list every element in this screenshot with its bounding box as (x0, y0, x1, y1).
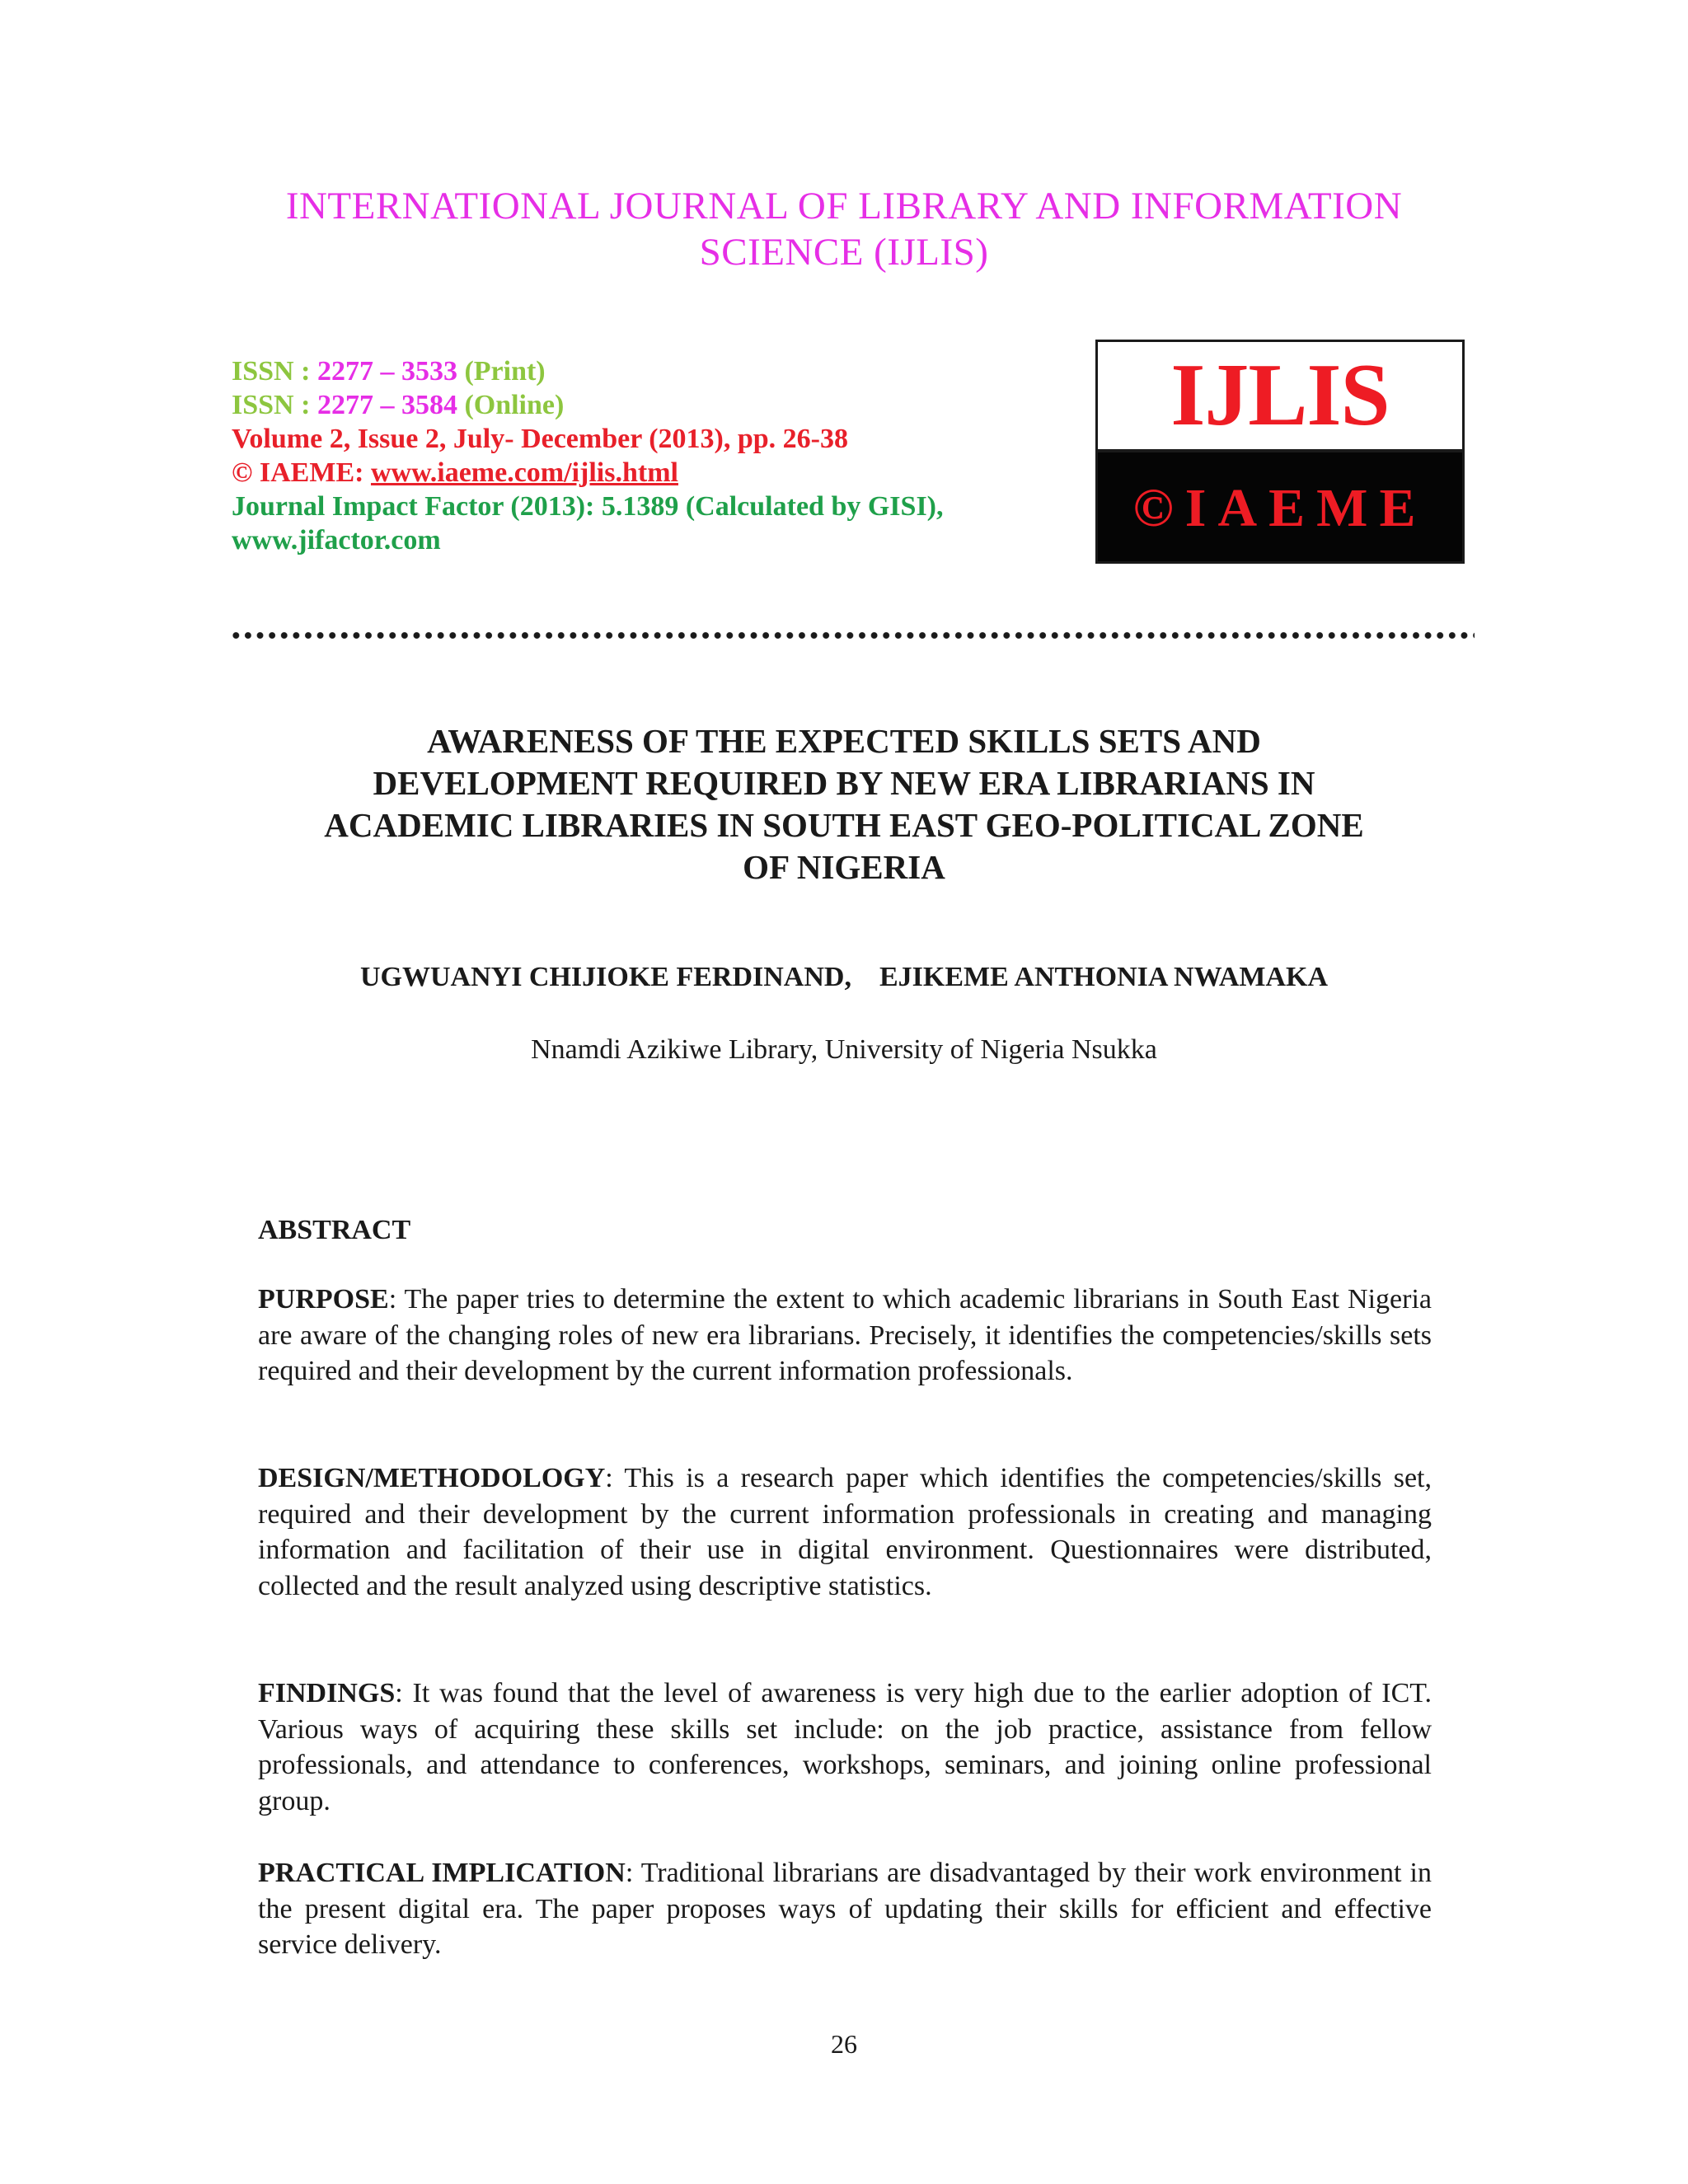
design-text: : This is a research paper which identifies the competencies/skills set, required and their development by the current information professionals in creating and managing information and facilitation of their use in digital environment. Questionnaires were distributed, collected and the result analyzed using descriptive statistics. (258, 1463, 1432, 1601)
logo-title: IJLIS (1098, 342, 1462, 449)
implication-text: : Traditional librarians are disadvantaged by their work environment in the present digital era. The paper proposes ways of updating their skills for efficient and effective service delivery. (258, 1858, 1432, 1960)
findings-paragraph (258, 1675, 1432, 1819)
jifactor-link[interactable]: www.jifactor.com (232, 525, 441, 555)
issn-online-label: ISSN : (232, 390, 317, 420)
purpose-paragraph (258, 1282, 1432, 1390)
issn-print-label: ISSN : (232, 356, 317, 387)
impact-factor: Journal Impact Factor (2013): 5.1389 (Calculated by GISI), (232, 491, 944, 522)
design-paragraph (258, 1460, 1432, 1604)
abstract-heading: ABSTRACT (258, 1215, 411, 1245)
paper-title-line-1: AWARENESS OF THE EXPECTED SKILLS SETS AND (427, 722, 1261, 760)
iaeme-prefix: © IAEME: (232, 457, 371, 488)
implication-paragraph (258, 1855, 1432, 1963)
purpose-text: : The paper tries to determine the extent to which academic librarians in South East Nigeria are aware of the changing roles of new era librarians. Precisely, it identifies the competencies/skills sets required and their development by the current information professionals. (258, 1284, 1432, 1386)
paper-title-line-2: DEVELOPMENT REQUIRED BY NEW ERA LIBRARIANS IN (373, 764, 1315, 802)
findings-text: : It was found that the level of awareness is very high due to the earlier adoption of ICT. Various ways of acquiring these skills set include: on the job practice, assistance from fellow professionals, and attendance to conferences, workshops, seminars, and joining online professional group. (258, 1678, 1432, 1816)
issn-print (232, 354, 944, 388)
affiliation: Nnamdi Azikiwe Library, University of Nigeria Nsukka (531, 1034, 1157, 1065)
design-label: DESIGN/METHODOLOGY (258, 1463, 606, 1493)
iaeme-line (232, 456, 944, 490)
paper-title-line-3: ACADEMIC LIBRARIES IN SOUTH EAST GEO-POLITICAL ZONE (324, 806, 1364, 844)
issn-online-type: (Online) (457, 390, 565, 420)
journal-metadata (232, 354, 944, 557)
iaeme-link[interactable]: www.iaeme.com/ijlis.html (370, 457, 678, 488)
purpose-label: PURPOSE (258, 1284, 389, 1315)
paper-title-line-4: OF NIGERIA (743, 848, 945, 886)
dotted-divider (230, 631, 1475, 640)
paper-title (247, 720, 1441, 888)
logo-publisher: ©IAEME (1098, 452, 1462, 564)
volume-issue: Volume 2, Issue 2, July- December (2013), pp. 26-38 (232, 424, 848, 454)
issn-online (232, 388, 944, 422)
issn-print-type: (Print) (457, 356, 546, 387)
issn-print-number: 2277 – 3533 (316, 356, 457, 387)
implication-label: PRACTICAL IMPLICATION (258, 1858, 626, 1888)
journal-title (0, 183, 1688, 275)
page-number: 26 (831, 2029, 857, 2059)
authors: UGWUANYI CHIJIOKE FERDINAND, EJIKEME ANTHONIA NWAMAKA (359, 962, 1329, 992)
findings-label: FINDINGS (258, 1678, 396, 1708)
ijlis-logo (1095, 340, 1465, 564)
journal-title-line-2: SCIENCE (IJLIS) (699, 231, 989, 274)
journal-title-line-1: INTERNATIONAL JOURNAL OF LIBRARY AND INFORMATION (285, 185, 1403, 227)
issn-online-number: 2277 – 3584 (316, 390, 457, 420)
